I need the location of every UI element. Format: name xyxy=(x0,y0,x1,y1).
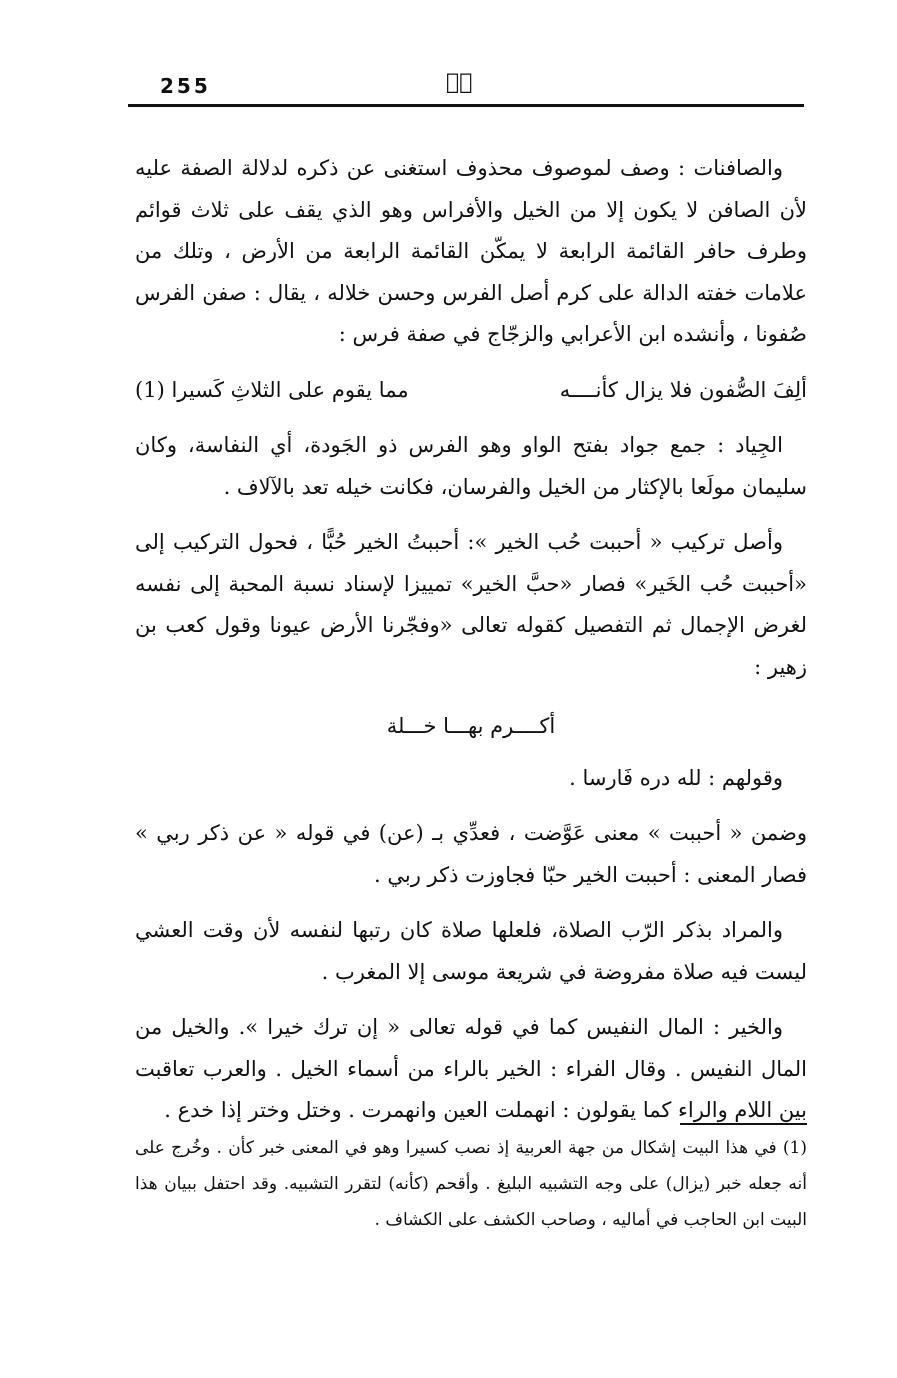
paragraph-safinat: والصافنات : وصف لموصوف محذوف استغنى عن ذكره لدلالة الصفة عليه لأن الصافن لا يكون إلا من الخيل والأفراس وهو الذي يقف على ثلاث قوائم وطرف حافر القائمة الرابعة لا يمكّن القائمة الرابعة من الأرض ، وتلك من علامات خفته الدالة على كرم أصل الفرس وحسن خلاله ، يقال : صفن الفرس صُفونا ، وأنشده ابن الأعرابي والزجّاج في صفة فرس : xyxy=(135,156,807,346)
surah-title: صۤ xyxy=(446,70,473,95)
verse-first-hemistich: ألِفَ الصُّفون فلا يزال كأنــــه xyxy=(559,377,807,402)
paragraph-qawlihim: وقولهم : لله دره فَارسا . xyxy=(569,765,783,790)
poem-verse xyxy=(135,370,807,412)
footnotes xyxy=(135,1130,807,1238)
footnote-divider xyxy=(680,1123,807,1125)
page-header xyxy=(128,68,804,102)
verse-second-hemistich: مما يقوم على الثلاثِ كَسيرا (1) xyxy=(135,377,409,402)
page-number: 255 xyxy=(160,74,211,98)
paragraph-khayr: والخير : المال النفيس كما في قوله تعالى « إن ترك خيرا ». والخيل من المال النفيس . وقال الفراء : الخير بالراء من أسماء الخيل . والعرب تعاقبت بين اللام والراء كما يقولون : انهملت العين وانهمرت . وختل وختر إذا خدع . xyxy=(135,1015,807,1122)
paragraph-salah: والمراد بذكر الرّب الصلاة، فلعلها صلاة كان رتبها لنفسه لأن وقت العشي ليست فيه صلاة مفروضة في شريعة موسى إلا المغرب . xyxy=(135,918,807,984)
poem-fragment: أكــــرم بهـــا خـــلة xyxy=(386,714,556,738)
paragraph-tarkib: وأصل تركيب « أحببت حُب الخير »: أحببتُ الخير حُبًّا ، فحول التركيب إلى «أحببت حُب الخَير» فصار «حبَّ الخير» تمييزا لإسناد نسبة المحبة إلى نفسه لغرض الإجمال ثم التفصيل كقوله تعالى «وفجّرنا الأرض عيونا وقول كعب بن زهير : xyxy=(135,530,807,679)
paragraph-tadmin: وضمن « أحببت » معنى عَوَّضت ، فعدِّي بـ (عن) في قوله « عن ذكر ربي » فصار المعنى : أحببت الخير حبّا فجاوزت ذكر ربي . xyxy=(135,821,807,887)
paragraph-jiyad: الجِياد : جمع جواد بفتح الواو وهو الفرس ذو الجَودة، أي النفاسة، وكان سليمان مولَعا بالإكثار من الخيل والفرسان، فكانت خيله تعد بالآلاف . xyxy=(135,433,807,499)
footnote-1: (1) في هذا البيت إشكال من جهة العربية إذ نصب كسيرا وهو في المعنى خبر كأن . وخُرج على أنه جعله خبر (يزال) على وجه التشبيه البليغ . وأقحم (كأنه) لتقرر التشبيه. وقد احتفل ببيان هذا البيت ابن الحاجب في أماليه ، وصاحب الكشف على الكشاف . xyxy=(135,1138,807,1230)
header-divider xyxy=(128,104,804,107)
main-text xyxy=(135,148,807,1132)
